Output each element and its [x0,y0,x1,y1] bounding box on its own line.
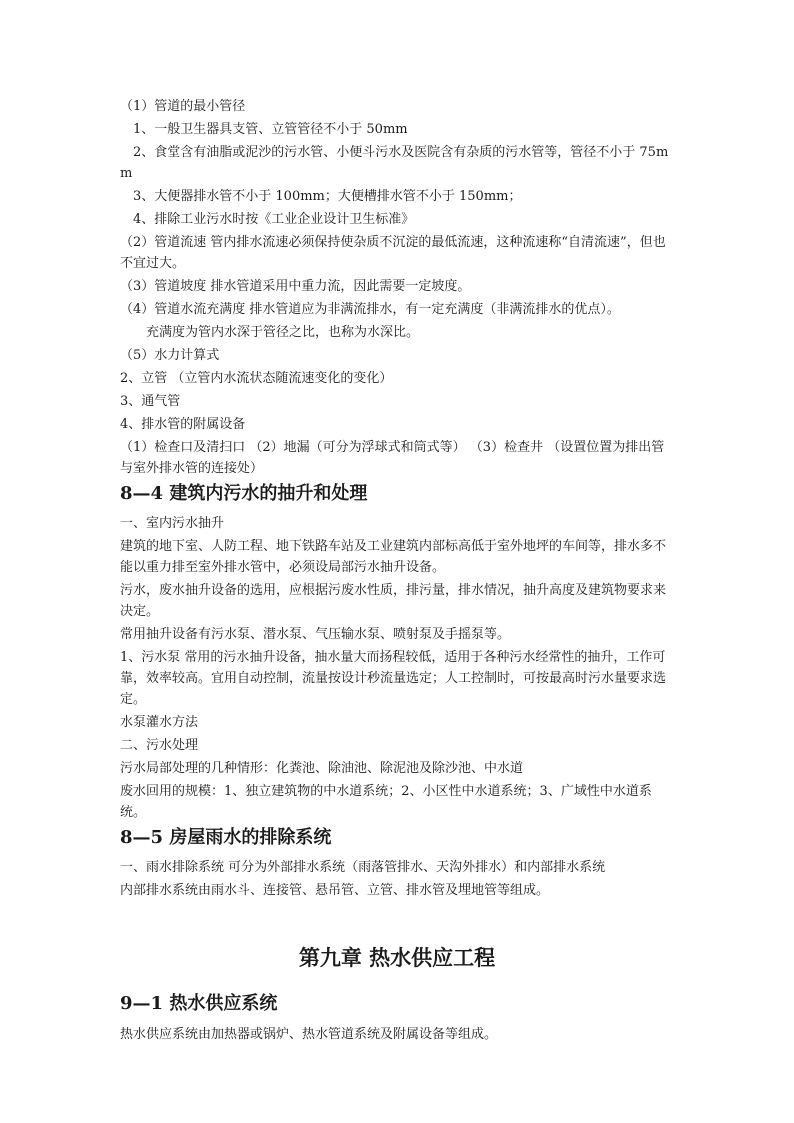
paragraph-min-pipe-diameter: （1）管道的最小管径 [120,99,246,114]
paragraph-rainwater-system: 一、雨水排除系统 可分为外部排水系统（雨落管排水、天沟外排水）和内部排水系统 [120,860,606,875]
paragraph-pipe-slope: （3）管道坡度 排水管道采用中重力流，因此需要一定坡度。 [120,279,471,294]
section-heading-8-4: 8—4 建筑内污水的抽升和处理 [120,483,368,504]
paragraph-fixture-branch: 1、一般卫生器具支管、立管管径不小于 50mm [133,122,408,137]
paragraph-hot-water-system: 热水供应系统由加热器或锅炉、热水管道系统及附属设备等组成。 [120,1027,498,1042]
paragraph-sewage-treatment: 二、污水处理 [120,738,199,753]
paragraph-industrial-waste: 4、排除工业污水时按《工业企业设计卫生标准》 [133,212,415,227]
paragraph-basement-drainage: 建筑的地下室、人防工程、地下铁路车站及工业建筑内部标高低于室外地坪的车间等，排水多不能以重力排至室外排水管中，必须设局部污水抽升设备。 [120,539,667,575]
chapter-title: 第九章 热水供应工程 [298,945,496,970]
paragraph-toilet-pipe: 3、大便器排水管不小于 100mm；大便槽排水管不小于 150mm； [133,189,522,204]
paragraph-canteen-pipe: 2、食堂含有油脂或泥沙的污水管、小便斗污水及医院含有杂质的污水管等，管径不小于 75mm [120,145,669,181]
paragraph-accessories: 4、排水管的附属设备 [120,417,246,432]
paragraph-equipment-selection: 污水，废水抽升设备的选用，应根据污废水性质，排污量，排水情况，抽升高度及建筑物要求来决定。 [120,583,667,619]
paragraph-local-treatment: 污水局部处理的几种情形：化粪池、除油池、除泥池及除沙池、中水道 [120,761,524,776]
paragraph-internal-drainage: 内部排水系统由雨水斗、连接管、悬吊管、立管、排水管及埋地管等组成。 [120,883,550,898]
paragraph-common-equipment: 常用抽升设备有污水泵、潜水泵、气压输水泵、喷射泵及手摇泵等。 [120,627,511,642]
paragraph-cleanout-drain-inspection: （1）检查口及清扫口 （2）地漏（可分为浮球式和筒式等） （3）检查井 （设置位置为排出管与室外排水管的连接处） [120,440,665,476]
paragraph-vent-pipe: 3、通气管 [120,394,181,409]
paragraph-fullness-definition: 充满度为管内水深于管径之比，也称为水深比。 [146,325,420,340]
paragraph-fullness: （4）管道水流充满度 排水管道应为非满流排水，有一定充满度（非满流排水的优点）。 [120,302,620,317]
paragraph-riser: 2、立管 （立管内水流状态随流速变化的变化） [120,371,393,386]
paragraph-pipe-velocity: （2）管道流速 管内排水流速必须保持使杂质不沉淀的最低流速，这种流速称“自清流速”，但也不宜过大。 [120,235,666,271]
paragraph-indoor-lifting: 一、室内污水抽升 [120,516,225,531]
paragraph-sewage-pump: 1、污水泵 常用的污水抽升设备，抽水量大而扬程较低，适用于各种污水经常性的抽升，工作可靠，效率较高。宜用自动控制，流量按设计秒流量选定；人工控制时，可按最高时污水量要求选定。 [120,650,667,707]
paragraph-reuse-scale: 废水回用的规模：1、独立建筑物的中水道系统；2、小区性中水道系统；3、广域性中水道系统。 [120,784,652,820]
paragraph-hydraulic-formula: （5）水力计算式 [120,348,220,363]
paragraph-priming-method: 水泵灌水方法 [120,715,199,730]
section-heading-8-5: 8—5 房屋雨水的排除系统 [120,827,332,848]
section-heading-9-1: 9—1 热水供应系统 [120,993,278,1014]
